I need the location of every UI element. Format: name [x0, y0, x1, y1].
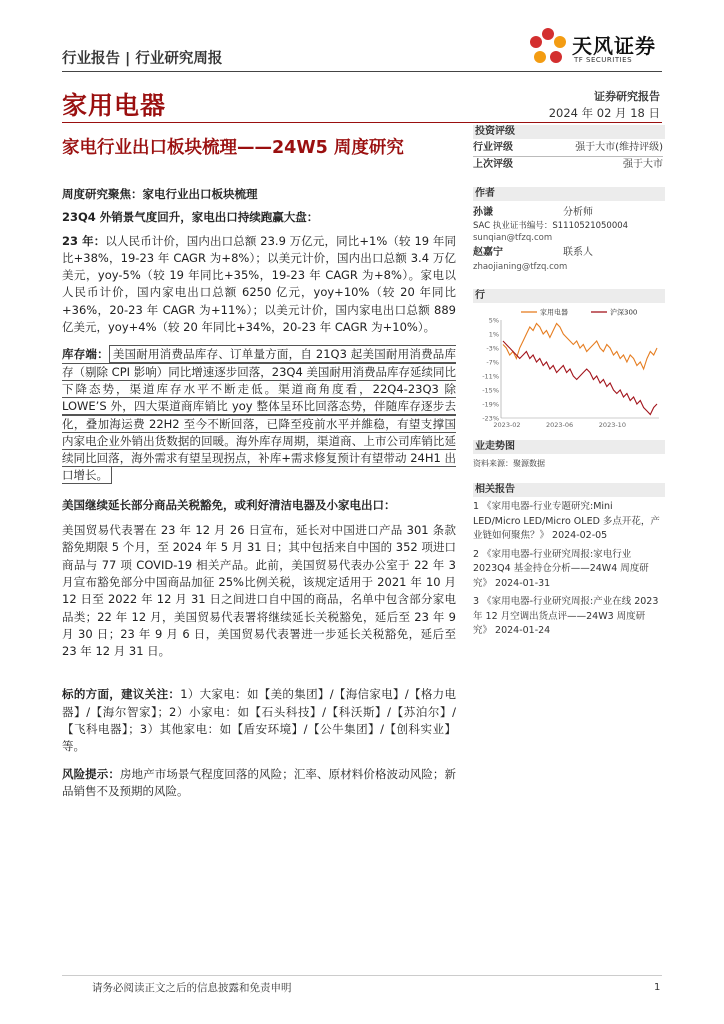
related-title: 相关报告: [473, 483, 665, 497]
authors-title: 作者: [473, 187, 665, 201]
p5-text: 房地产市场景气程度回落的风险；汇率、原材料价格波动风险；新品销售不及预期的风险。: [62, 766, 457, 798]
footer-rule: [62, 975, 662, 976]
chart-y-tick-label: -11%: [482, 372, 499, 381]
chart-y-tick-label: -7%: [486, 358, 499, 367]
author-2-row: [473, 245, 663, 261]
authors-block: [473, 205, 663, 273]
trend-chart-svg: [473, 306, 663, 434]
industry-trend-chart: [473, 306, 663, 434]
paragraph-tariff: 美国贸易代表署在 23 年 12 月 26 日宣布，延长对中国进口产品 301 条款豁免期限 5 个月，至 2024 年 5 月 31 日；其中包括来自中国的 352 项进口商品与 77 项 COVID-19 相关产品。此前，美国贸易代表办公室于 22 年 3 月宣布豁免部分中国商品加征 25%比例关税，该规定适用于 2021 年 10 月 12 日至 2022 年 12 月 31 日之间进口自中国的商品，名单中包含部分家电品类；22 年 12 月，美国贸易代表署将继续延长关税豁免，延后至 23 年 9 月 30 日；23 年 9 月 6 日，美国贸易代表署进一步延长关税豁免，延后至 23 年 12 月 31 日。: [62, 523, 456, 659]
report-date: 2024 年 02 月 18 日: [548, 106, 660, 120]
report-title: 家电行业出口板块梳理——24W5 周度研究: [62, 138, 404, 158]
focus-heading: 周度研究聚焦：家电行业出口板块梳理: [62, 187, 258, 201]
header-rule: [62, 71, 662, 72]
rating-title: 投资评级: [473, 125, 665, 139]
report-type: 行业报告 | 行业研究周报: [62, 51, 223, 67]
sector-title: 家用电器: [62, 91, 167, 120]
author-1-name: 孙谦: [473, 207, 493, 218]
logo-en: TF SECURITIES: [574, 56, 633, 64]
sub-heading: 23Q4 外销景气度回升，家电出口持续跑赢大盘：: [62, 210, 319, 225]
p4-text: 1）大家电：如【美的集团】/【海信家电】/【格力电器】/【海尔智家】；2）小家电：如【石头科技】/【科沃斯】/【苏泊尔】/【飞科电器】；3）其他家电：如【盾安环境】/【公牛集团】/【创科实业】等。: [62, 687, 456, 754]
rating-block: [473, 140, 663, 173]
p1-text: 以人民币计价，国内出口总额 23.9 万亿元，同比+1%（较 19 年同比+38%，19-23 年 CAGR 为+8%）；以美元计价，国内出口总额 3.4 万亿美元，yoy-5%（较 19 年同比+35%，19-23 年 CAGR 为+8%）。家电以人民币计价，国内家电出口总额 6250 亿元，yoy+10%（较 20 年同比+36%，20-23 年 CAGR 为+11%）；以美元计价，国内家电出口总额 889 亿美元，yoy+4%（较 20 年同比+34%，20-23 年 CAGR 为+10%）。: [62, 233, 456, 335]
related-item-1[interactable]: 1 《家用电器-行业专题研究:Mini LED/Micro LED/Micro OLED 多点开花，产业链如何聚焦？》 2024-02-05: [473, 501, 660, 541]
main-column: [62, 186, 456, 800]
chart-title: 行: [473, 289, 665, 303]
tf-securities-logo: [526, 22, 666, 74]
flower-logo-icon: [526, 26, 570, 70]
chart-series-line-2: [503, 341, 657, 415]
chart-x-tick-label: 2023-10: [598, 421, 626, 429]
p5-lead: 风险提示：: [62, 766, 120, 781]
chart-series-line-1: [503, 324, 657, 370]
chart-y-tick-label: 1%: [488, 330, 499, 339]
previous-rating-row: [473, 157, 663, 173]
p4-lead: 标的方面，建议关注：: [62, 687, 181, 702]
author-1-cert: SAC 执业证书编号：S1110521050004: [473, 221, 629, 231]
author-1-email[interactable]: sunqian@tfzq.com: [473, 233, 553, 243]
author-2-role: 联系人: [563, 247, 593, 258]
p2-text: 美国耐用消费品库存、订单量方面，自 21Q3 起美国耐用消费品库存（剔除 CPI 影响）同比增速逐步回落，23Q4 美国耐用消费品库存延续同比下降态势，渠道库存水平不断走低。渠道商角度看，22Q4-23Q3 除 LOWE’S 外，四大渠道商库销比 yoy 整体呈环比回落态势，伴随库存逐步去化，叠加海运费 22H2 至今不断回落，已降至疫前水平并維稳，有望支撑国内家电企业外销出货数据的回暖。海外库存周期，渠道商、上市公司库销比延续同比回落，海外需求有望呈现拐点，补库+需求修复预计有望带动 24H1 出口增长。: [62, 347, 457, 483]
previous-rating-value: 强于大市: [623, 159, 663, 170]
title-rule: [62, 122, 662, 123]
p2-lead: 库存端：: [62, 347, 109, 362]
related-list: [473, 500, 663, 639]
author-1-role: 分析师: [563, 207, 593, 218]
report-kind: 证券研究报告: [594, 90, 660, 103]
author-2-name: 赵嘉宁: [473, 247, 503, 258]
author-2-email[interactable]: zhaojianing@tfzq.com: [473, 262, 568, 272]
industry-rating-row: [473, 140, 663, 156]
chart-bottom-title: 业走势图: [473, 440, 665, 454]
industry-rating-value: 强于大市(维持评级): [575, 142, 663, 153]
chart-y-tick-label: -15%: [482, 386, 499, 395]
chart-legend-label-2: 沪深300: [610, 308, 638, 317]
previous-rating-label: 上次评级: [473, 159, 513, 170]
related-item-2[interactable]: 2 《家用电器-行业研究周报:家电行业 2023Q4 基金持仓分析——24W4 周度研究》 2024-01-31: [473, 548, 649, 589]
footer-disclaimer: 请务必阅读正文之后的信息披露和免责申明: [92, 982, 292, 994]
us-heading: 美国继续延长部分商品关税豁免，或利好清洁电器及小家电出口：: [62, 497, 396, 512]
author-1-row: [473, 205, 663, 221]
paragraph-23: [62, 233, 456, 337]
chart-x-tick-label: 2023-02: [493, 421, 521, 429]
paragraph-risk: [62, 766, 456, 801]
page-number: 1: [654, 982, 661, 993]
paragraph-inventory: [62, 346, 456, 484]
logo-cn: 天风证券: [572, 34, 656, 58]
chart-y-tick-label: -19%: [482, 400, 499, 409]
chart-y-tick-label: -23%: [482, 414, 499, 423]
industry-rating-label: 行业评级: [473, 142, 513, 153]
chart-source: 资料来源：聚源数据: [473, 459, 545, 468]
chart-y-tick-label: 5%: [488, 316, 499, 325]
related-item-3[interactable]: 3 《家用电器-行业研究周报:产业在线 2023 年 12 月空调出货点评——24W3 周度研究》 2024-01-24: [473, 596, 659, 636]
paragraph-picks: [62, 686, 456, 755]
chart-y-tick-label: -3%: [486, 344, 499, 353]
chart-legend-label-1: 家用电器: [540, 308, 568, 317]
chart-x-tick-label: 2023-06: [546, 421, 574, 429]
p1-lead: 23 年：: [62, 233, 106, 248]
